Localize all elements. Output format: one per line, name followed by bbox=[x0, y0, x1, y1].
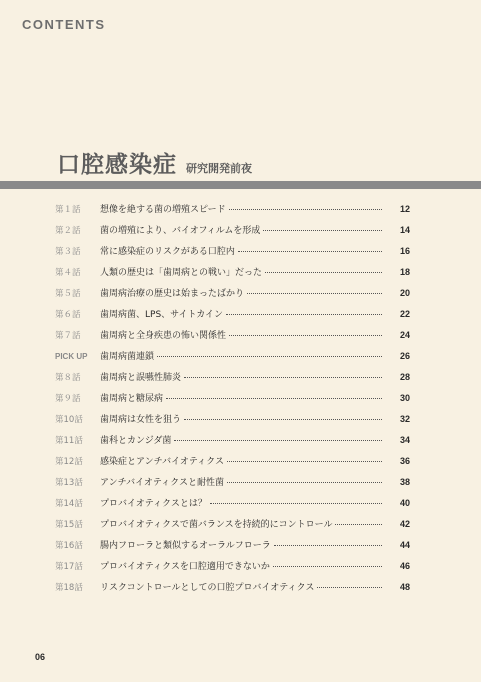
toc-entry-page: 14 bbox=[399, 225, 410, 235]
toc-entry-number: 第11話 bbox=[55, 436, 83, 446]
toc-entry-number: 第12話 bbox=[55, 457, 83, 467]
table-of-contents bbox=[55, 202, 410, 601]
toc-entry-number: 第８話 bbox=[55, 373, 81, 383]
toc-entry-page: 26 bbox=[399, 351, 410, 361]
toc-leader-dots bbox=[263, 230, 382, 231]
toc-entry[interactable] bbox=[55, 244, 410, 265]
toc-entry-number: 第16話 bbox=[55, 541, 83, 551]
toc-entry-title: 歯周病と誤嚥性肺炎 bbox=[100, 373, 182, 383]
toc-leader-dots bbox=[274, 545, 382, 546]
toc-entry-title: プロバイオティクスを口腔適用できないか bbox=[100, 562, 270, 572]
toc-leader-dots bbox=[238, 251, 382, 252]
toc-entry-title: プロバイオティクスで菌バランスを持続的にコントロール bbox=[100, 520, 333, 530]
toc-entry-title: 歯周病治療の歴史は始まったばかり bbox=[100, 289, 245, 299]
section-title-row bbox=[57, 146, 252, 179]
toc-entry-number: 第17話 bbox=[55, 562, 83, 572]
toc-entry-number: 第９話 bbox=[55, 394, 81, 404]
toc-entry[interactable] bbox=[55, 538, 410, 559]
toc-entry[interactable] bbox=[55, 496, 410, 517]
toc-entry-title: 常に感染症のリスクがある口腔内 bbox=[100, 247, 235, 257]
toc-entry-page: 36 bbox=[399, 456, 410, 466]
toc-leader-dots bbox=[184, 377, 382, 378]
toc-entry-number: 第７話 bbox=[55, 331, 81, 341]
toc-entry-title: プロバイオティクスとは？ bbox=[100, 499, 207, 509]
toc-entry-page: 28 bbox=[399, 372, 410, 382]
toc-entry-page: 38 bbox=[399, 477, 410, 487]
toc-entry-number: PICK UP bbox=[55, 352, 88, 361]
toc-entry-page: 24 bbox=[399, 330, 410, 340]
toc-leader-dots bbox=[166, 398, 382, 399]
toc-entry-title: 歯周病と全身疾患の怖い関係性 bbox=[100, 331, 227, 341]
toc-entry[interactable] bbox=[55, 559, 410, 580]
toc-entry-page: 12 bbox=[399, 204, 410, 214]
toc-leader-dots bbox=[229, 209, 382, 210]
toc-entry[interactable] bbox=[55, 349, 410, 370]
toc-leader-dots bbox=[210, 503, 382, 504]
toc-leader-dots bbox=[265, 272, 382, 273]
toc-entry-title: 想像を絶する菌の増殖スピード bbox=[100, 205, 226, 215]
toc-leader-dots bbox=[227, 461, 382, 462]
toc-entry[interactable] bbox=[55, 328, 410, 349]
toc-entry-page: 16 bbox=[399, 246, 410, 256]
toc-entry-number: 第５話 bbox=[55, 289, 81, 299]
toc-leader-dots bbox=[184, 419, 382, 420]
toc-entry-number: 第18話 bbox=[55, 583, 83, 593]
toc-entry[interactable] bbox=[55, 307, 410, 328]
page-number: 06 bbox=[35, 652, 46, 662]
toc-entry-title: 歯周病菌、LPS、サイトカイン bbox=[100, 310, 223, 320]
toc-entry-title: 腸内フローラと類似するオーラルフローラ bbox=[100, 541, 271, 551]
toc-leader-dots bbox=[317, 587, 382, 588]
toc-entry-number: 第１話 bbox=[55, 205, 81, 215]
toc-entry-number: 第２話 bbox=[55, 226, 81, 236]
toc-entry[interactable] bbox=[55, 265, 410, 286]
toc-entry[interactable] bbox=[55, 433, 410, 454]
toc-entry-title: アンチバイオティクスと耐性菌 bbox=[100, 478, 225, 488]
toc-leader-dots bbox=[247, 293, 382, 294]
toc-entry-title: 人類の歴史は「歯周病との戦い」だった bbox=[100, 268, 263, 278]
toc-entry-number: 第15話 bbox=[55, 520, 83, 530]
toc-entry[interactable] bbox=[55, 286, 410, 307]
toc-leader-dots bbox=[273, 566, 382, 567]
toc-entry-number: 第６話 bbox=[55, 310, 81, 320]
toc-entry-page: 42 bbox=[399, 519, 410, 529]
toc-entry-title: 感染症とアンチバイオティクス bbox=[100, 457, 225, 467]
toc-entry-page: 20 bbox=[399, 288, 410, 298]
toc-entry-title: 歯周病は女性を狙う bbox=[100, 415, 182, 425]
toc-entry-title: リスクコントロールとしての口腔プロバイオティクス bbox=[100, 583, 315, 593]
toc-entry[interactable] bbox=[55, 454, 410, 475]
toc-entry[interactable] bbox=[55, 223, 410, 244]
toc-leader-dots bbox=[227, 482, 382, 483]
contents-header: CONTENTS bbox=[22, 17, 106, 32]
toc-entry-page: 44 bbox=[399, 540, 410, 550]
section-title: 口腔感染症 bbox=[57, 152, 177, 178]
toc-leader-dots bbox=[157, 356, 382, 357]
toc-entry-page: 32 bbox=[399, 414, 410, 424]
toc-leader-dots bbox=[226, 314, 382, 315]
toc-leader-dots bbox=[229, 335, 382, 336]
toc-entry[interactable] bbox=[55, 475, 410, 496]
toc-entry-number: 第14話 bbox=[55, 499, 83, 509]
toc-entry-title: 歯周病と糖尿病 bbox=[100, 394, 164, 404]
toc-entry-page: 46 bbox=[399, 561, 410, 571]
toc-entry-page: 40 bbox=[399, 498, 410, 508]
toc-entry-page: 48 bbox=[399, 582, 410, 592]
toc-entry-page: 34 bbox=[399, 435, 410, 445]
toc-entry-page: 18 bbox=[399, 267, 410, 277]
toc-entry[interactable] bbox=[55, 580, 410, 601]
toc-entry[interactable] bbox=[55, 517, 410, 538]
toc-entry-number: 第13話 bbox=[55, 478, 83, 488]
toc-leader-dots bbox=[335, 524, 382, 525]
toc-leader-dots bbox=[174, 440, 382, 441]
toc-entry[interactable] bbox=[55, 391, 410, 412]
toc-entry[interactable] bbox=[55, 412, 410, 433]
title-underline-bar bbox=[0, 181, 481, 189]
toc-entry-title: 菌の増殖により、バイオフィルムを形成 bbox=[100, 226, 261, 236]
toc-entry[interactable] bbox=[55, 202, 410, 223]
toc-entry-page: 22 bbox=[399, 309, 410, 319]
toc-entry[interactable] bbox=[55, 370, 410, 391]
section-subtitle: 研究開発前夜 bbox=[186, 162, 252, 175]
toc-entry-title: 歯周病菌連鎖 bbox=[100, 352, 155, 362]
toc-entry-page: 30 bbox=[399, 393, 410, 403]
toc-entry-title: 歯科とカンジダ菌 bbox=[100, 436, 172, 446]
toc-entry-number: 第４話 bbox=[55, 268, 81, 278]
toc-entry-number: 第３話 bbox=[55, 247, 81, 257]
toc-entry-number: 第10話 bbox=[55, 415, 83, 425]
